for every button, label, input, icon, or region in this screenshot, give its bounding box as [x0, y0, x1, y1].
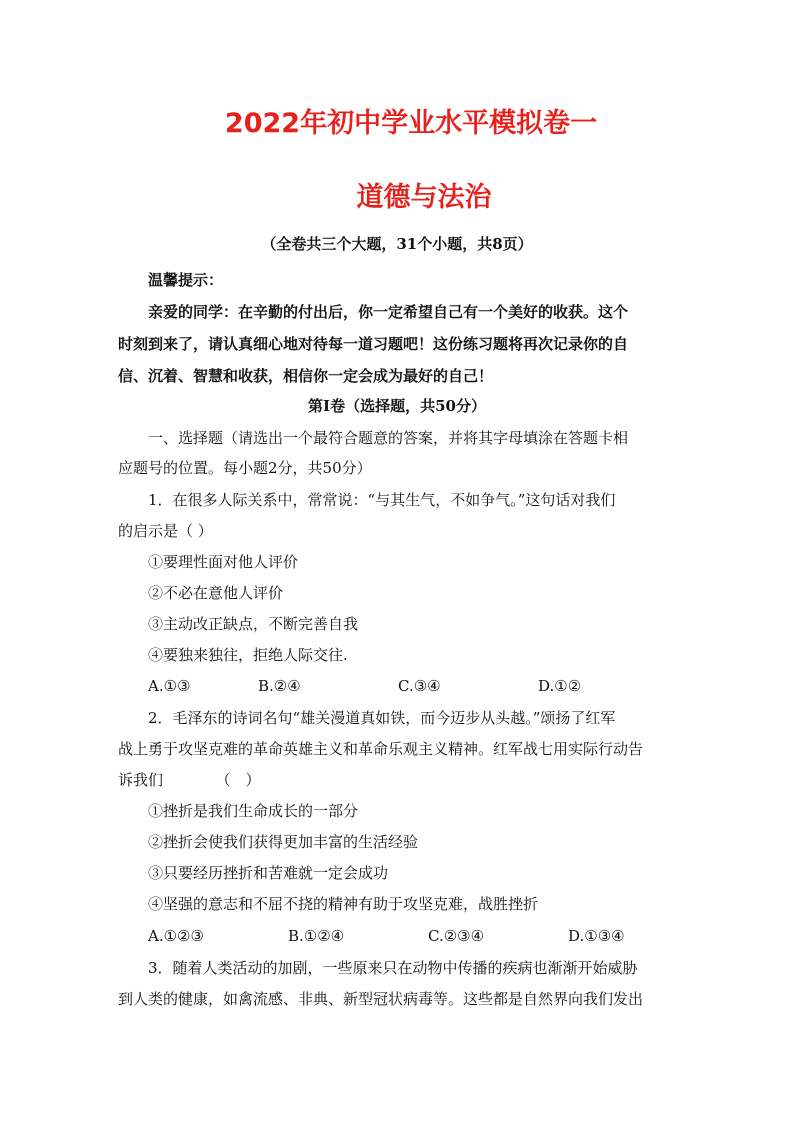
- notice-line: 信、沉着、智慧和收获，相信你一定会成为最好的自己！: [118, 367, 494, 385]
- option-b: B.①②④: [288, 927, 345, 945]
- question-stem: 2．毛泽东的诗词名句“雄关漫道真如铁，而今迈步从头越。”颂扬了红军: [148, 709, 616, 727]
- option-c: C.②③④: [428, 927, 485, 945]
- question-stem: 诉我们 （ ）: [118, 771, 261, 789]
- question-stem: 3．随着人类活动的加剧，一些原来只在动物中传播的疾病也渐渐开始威胁: [148, 959, 638, 977]
- question-item: ②挫折会使我们获得更加丰富的生活经验: [148, 833, 419, 851]
- question-item: ①挫折是我们生命成长的一部分: [148, 802, 359, 820]
- notice-label: 温馨提示：: [148, 271, 224, 289]
- option-d: D.①③④: [568, 927, 625, 945]
- question-stem: 的启示是（ ）: [118, 522, 213, 540]
- section-title: 第Ⅰ卷（选择题，共50分）: [308, 397, 486, 415]
- question-stem: 战上勇于攻坚克难的革命英雄主义和革命乐观主义精神。红军战七用实际行动告: [118, 740, 644, 758]
- option-a: A.①③: [148, 677, 191, 695]
- subject-title: 道德与法治: [356, 182, 492, 213]
- option-c: C.③④: [398, 677, 441, 695]
- notice-line: 时刻到来了，请认真细心地对待每一道习题吧！这份练习题将再次记录你的自: [118, 335, 629, 353]
- exam-info: （全卷共三个大题，31个小题，共8页）: [261, 235, 533, 253]
- question-item: ②不必在意他人评价: [148, 584, 284, 602]
- option-b: B.②④: [258, 677, 301, 695]
- question-stem: 到人类的健康，如禽流感、非典、新型冠状病毒等。这些都是自然界向我们发出: [118, 990, 644, 1008]
- question-item: ④要独来独往，拒绝人际交往.: [148, 646, 348, 664]
- option-d: D.①②: [538, 677, 582, 695]
- section-instruction: 应题号的位置。每小题2分，共50分）: [118, 459, 372, 477]
- notice-line: 亲爱的同学：在辛勤的付出后，你一定希望自己有一个美好的收获。这个: [148, 303, 629, 321]
- question-item: ③主动改正缺点，不断完善自我: [148, 615, 359, 633]
- question-item: ③只要经历挫折和苦难就一定会成功: [148, 864, 389, 882]
- section-instruction: 一、选择题（请选出一个最符合题意的答案，并将其字母填涂在答题卡相: [148, 429, 629, 447]
- question-stem: 1．在很多人际关系中，常常说：“与其生气，不如争气。”这句话对我们: [148, 491, 616, 509]
- exam-title: 2022年初中学业水平模拟卷一: [224, 108, 598, 139]
- question-item: ①要理性面对他人评价: [148, 553, 299, 571]
- question-item: ④坚强的意志和不屈不挠的精神有助于攻坚克难，战胜挫折: [148, 895, 539, 913]
- option-a: A.①②③: [148, 927, 204, 945]
